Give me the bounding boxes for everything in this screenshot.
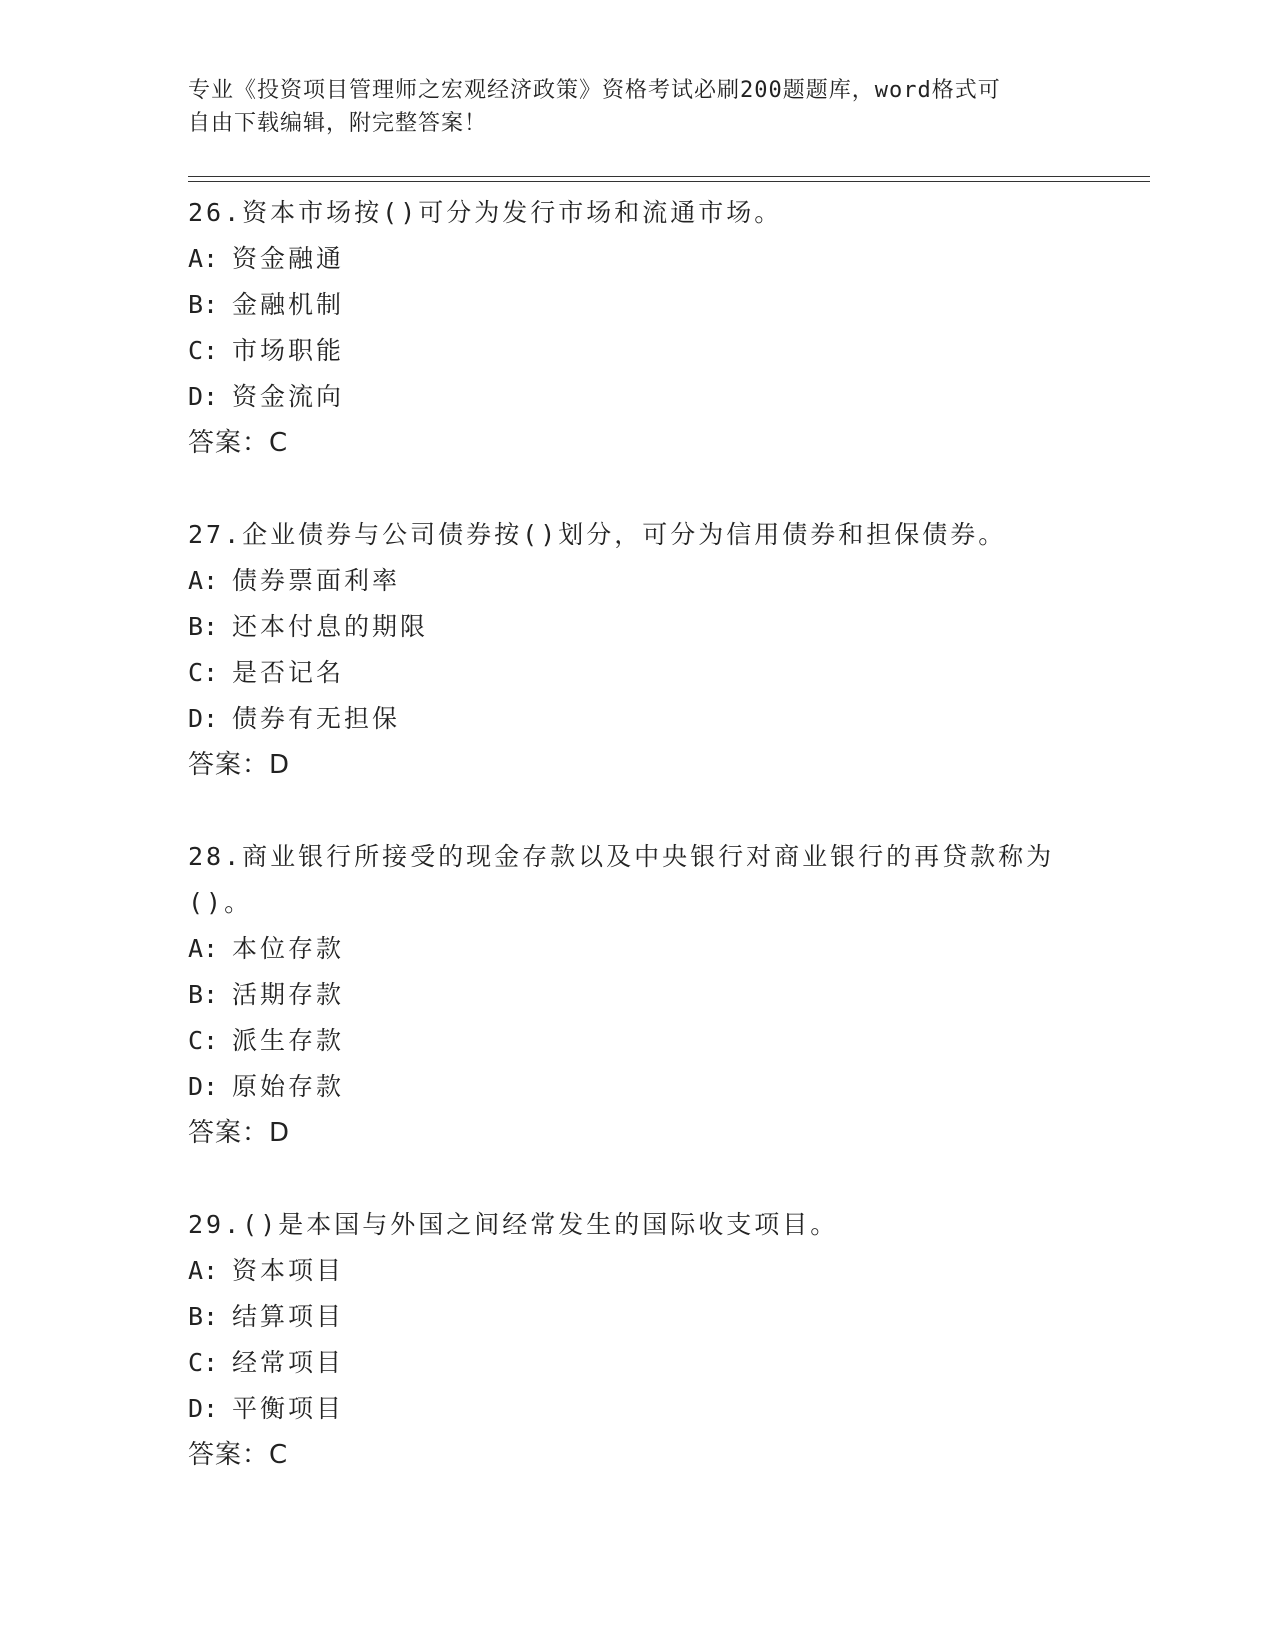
option-c — [188, 1018, 1148, 1064]
question-stem: 26.资本市场按()可分为发行市场和流通市场。 — [188, 198, 783, 227]
option-letter: D: — [188, 704, 219, 733]
header-line-1: 专业《投资项目管理师之宏观经济政策》资格考试必刷200题题库，word格式可 — [188, 78, 1001, 103]
option-text: 资本项目 — [232, 1256, 345, 1285]
option-a — [188, 558, 1148, 604]
option-b — [188, 972, 1148, 1018]
option-letter: C: — [188, 1026, 219, 1055]
answer-line: 答案：C — [188, 428, 289, 458]
option-text: 结算项目 — [232, 1302, 345, 1331]
option-text: 资金融通 — [232, 244, 345, 273]
option-letter: B: — [188, 1302, 219, 1331]
option-letter: C: — [188, 336, 219, 365]
option-letter: A: — [188, 566, 219, 595]
option-a — [188, 236, 1148, 282]
header-rule-top — [188, 176, 1150, 177]
option-letter: D: — [188, 382, 219, 411]
question-stem: 29.()是本国与外国之间经常发生的国际收支项目。 — [188, 1210, 839, 1239]
document-header — [188, 74, 1088, 140]
answer-line: 答案：D — [188, 750, 291, 780]
option-text: 债券有无担保 — [232, 704, 401, 733]
question-stem: 28.商业银行所接受的现金存款以及中央银行对商业银行的再贷款称为()。 — [188, 842, 1055, 917]
header-rule-bottom — [188, 181, 1150, 182]
option-d — [188, 696, 1148, 742]
question-stem: 27.企业债券与公司债券按()划分，可分为信用债券和担保债券。 — [188, 520, 1007, 549]
question-29 — [188, 1202, 1148, 1478]
option-letter: B: — [188, 290, 219, 319]
question-list — [188, 190, 1148, 1524]
question-27 — [188, 512, 1148, 788]
option-text: 原始存款 — [232, 1072, 345, 1101]
answer-line: 答案：D — [188, 1118, 291, 1148]
option-text: 还本付息的期限 — [232, 612, 429, 641]
option-text: 资金流向 — [232, 382, 345, 411]
question-26 — [188, 190, 1148, 466]
header-line-2: 自由下载编辑，附完整答案！ — [188, 111, 488, 136]
option-text: 活期存款 — [232, 980, 345, 1009]
option-letter: D: — [188, 1072, 219, 1101]
answer-line: 答案：C — [188, 1440, 289, 1470]
option-text: 债券票面利率 — [232, 566, 401, 595]
option-b — [188, 282, 1148, 328]
option-d — [188, 1386, 1148, 1432]
option-text: 本位存款 — [232, 934, 345, 963]
option-a — [188, 1248, 1148, 1294]
option-letter: B: — [188, 612, 219, 641]
option-letter: B: — [188, 980, 219, 1009]
option-text: 是否记名 — [232, 658, 345, 687]
option-d — [188, 1064, 1148, 1110]
option-c — [188, 328, 1148, 374]
option-b — [188, 1294, 1148, 1340]
option-text: 金融机制 — [232, 290, 345, 319]
option-text: 市场职能 — [232, 336, 345, 365]
option-text: 经常项目 — [232, 1348, 345, 1377]
option-letter: C: — [188, 1348, 219, 1377]
option-letter: A: — [188, 934, 219, 963]
option-c — [188, 650, 1148, 696]
option-c — [188, 1340, 1148, 1386]
option-b — [188, 604, 1148, 650]
option-letter: C: — [188, 658, 219, 687]
option-d — [188, 374, 1148, 420]
option-a — [188, 926, 1148, 972]
option-letter: D: — [188, 1394, 219, 1423]
option-text: 平衡项目 — [232, 1394, 345, 1423]
option-text: 派生存款 — [232, 1026, 345, 1055]
option-letter: A: — [188, 1256, 219, 1285]
option-letter: A: — [188, 244, 219, 273]
question-28 — [188, 834, 1148, 1156]
